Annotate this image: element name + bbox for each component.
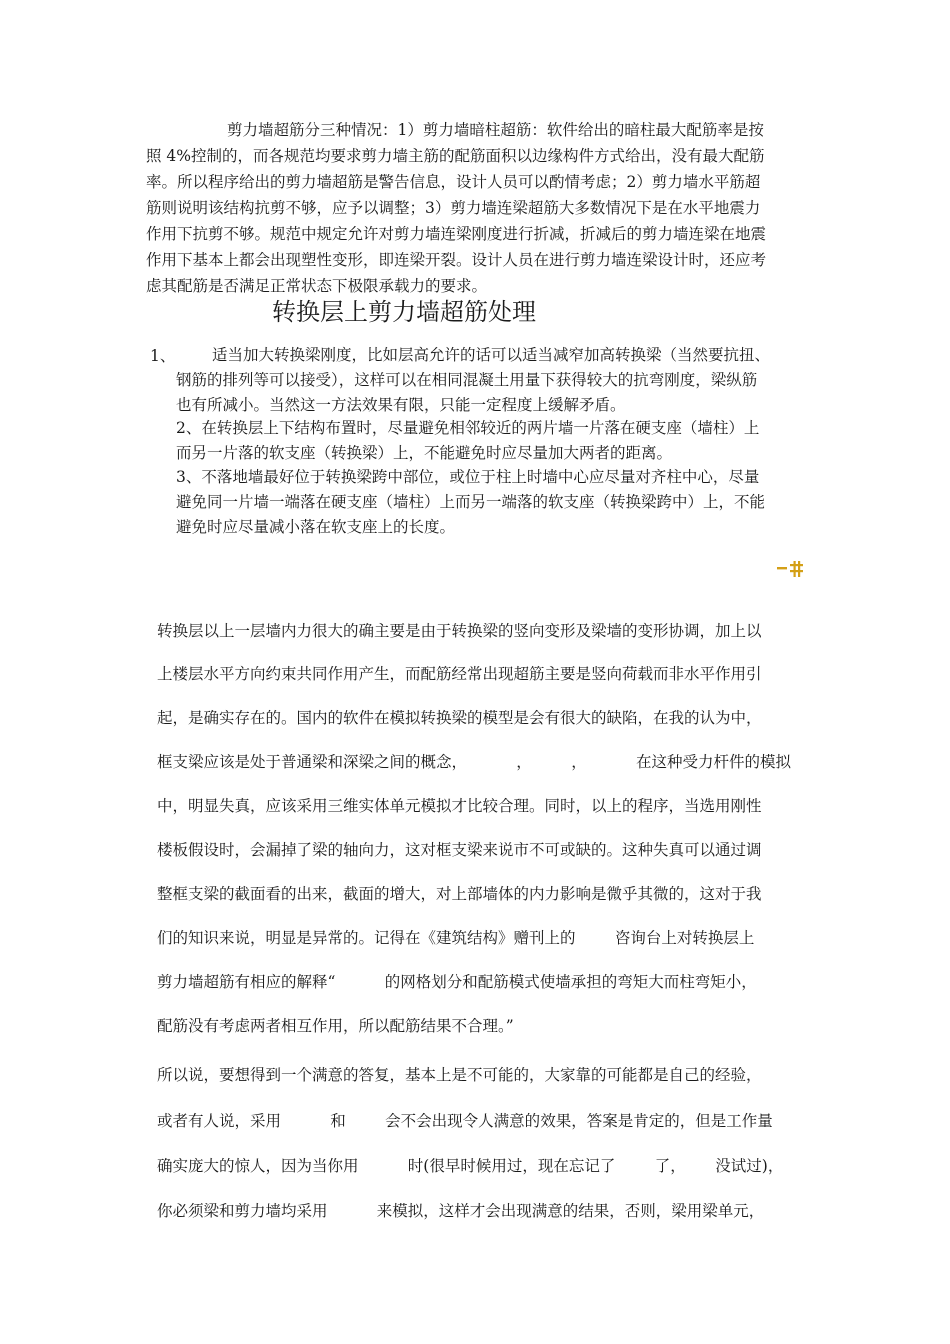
body-line: 确实庞大的惊人，因为当你用 时(很早时候用过，现在忘记了 了， 没试过)， [157, 1157, 784, 1175]
intro-line: 率。所以程序给出的剪力墙超筋是警告信息，设计人员可以酌情考虑；2）剪力墙水平筋超 [146, 173, 761, 191]
list-item-line: 钢筋的排列等可以接受），这样可以在相同混凝土用量下获得较大的抗弯刚度，梁纵筋 [176, 371, 758, 389]
decorative-divider-icon [777, 561, 805, 577]
body-line: 或者有人说，采用 和 会不会出现令人满意的效果，答案是肯定的，但是工作量 [157, 1112, 773, 1130]
list-item-line: 2、在转换层上下结构布置时，尽量避免相邻较近的两片墙一片落在硬支座（墙柱）上 [176, 419, 760, 437]
list-item-line: 也有所减小。当然这一方法效果有限，只能一定程度上缓解矛盾。 [176, 396, 626, 414]
body-line: 中，明显失真，应该采用三维实体单元模拟才比较合理。同时，以上的程序，当选用刚性 [157, 797, 762, 815]
intro-line: 筋则说明该结构抗剪不够，应予以调整；3）剪力墙连梁超筋大多数情况下是在水平地震力 [146, 199, 761, 217]
body-line: 转换层以上一层墙内力很大的确主要是由于转换梁的竖向变形及梁墙的变形协调，加上以 [157, 622, 762, 640]
list-item-line: 避免同一片墙一端落在硬支座（墙柱）上而另一端落的软支座（转换梁跨中）上，不能 [176, 493, 766, 511]
intro-line: 作用下基本上都会出现塑性变形，即连梁开裂。设计人员在进行剪力墙连梁设计时，还应考 [146, 251, 767, 269]
body-line: 整框支梁的截面看的出来，截面的增大，对上部墙体的内力影响是微乎其微的，这对于我 [157, 885, 762, 903]
intro-line: 照 4%控制的，而各规范均要求剪力墙主筋的配筋面积以边缘构件方式给出，没有最大配筋 [146, 147, 765, 165]
list-item-line: 而另一片落的软支座（转换梁）上，不能避免时应尽量加大两者的距离。 [176, 444, 673, 462]
list-item-line: 避免时应尽量减小落在软支座上的长度。 [176, 518, 456, 536]
intro-line: 作用下抗剪不够。规范中规定允许对剪力墙连梁刚度进行折减，折减后的剪力墙连梁在地震 [146, 225, 767, 243]
intro-line: 虑其配筋是否满足正常状态下极限承载力的要求。 [146, 277, 488, 295]
body-line: 起，是确实存在的。国内的软件在模拟转换梁的模型是会有很大的缺陷，在我的认为中， [157, 709, 762, 727]
list-item-number: 1、 [150, 347, 176, 365]
list-item-line: 适当加大转换梁刚度，比如层高允许的话可以适当减窄加高转换梁（当然要抗扭、 [212, 346, 771, 364]
body-line: 框支梁应该是处于普通梁和深梁之间的概念， ， ， 在这种受力杆件的模拟 [157, 753, 791, 771]
intro-line: 剪力墙超筋分三种情况：1）剪力墙暗柱超筋：软件给出的暗柱最大配筋率是按 [227, 121, 764, 139]
body-line: 们的知识来说，明显是异常的。记得在《建筑结构》赠刊上的 咨询台上对转换层上 [157, 929, 755, 947]
body-line: 所以说，要想得到一个满意的答复，基本上是不可能的，大家靠的可能都是自己的经验， [157, 1066, 762, 1084]
body-line: 楼板假设时，会漏掉了梁的轴向力，这对框支梁来说市不可或缺的。这种失真可以通过调 [157, 841, 762, 859]
body-line: 剪力墙超筋有相应的解释“ 的网格划分和配筋模式使墙承担的弯矩大而柱弯矩小， [157, 973, 757, 991]
body-line: 你必须梁和剪力墙均采用 来模拟，这样才会出现满意的结果，否则，梁用梁单元， [157, 1202, 765, 1220]
list-item-line: 3、不落地墙最好位于转换梁跨中部位，或位于柱上时墙中心应尽量对齐柱中心，尽量 [176, 468, 760, 486]
section-title: 转换层上剪力墙超筋处理 [272, 298, 536, 326]
body-line: 上楼层水平方向约束共同作用产生，而配筋经常出现超筋主要是竖向荷载而非水平作用引 [157, 665, 762, 683]
body-line: 配筋没有考虑两者相互作用，所以配筋结果不合理。” [157, 1017, 514, 1035]
